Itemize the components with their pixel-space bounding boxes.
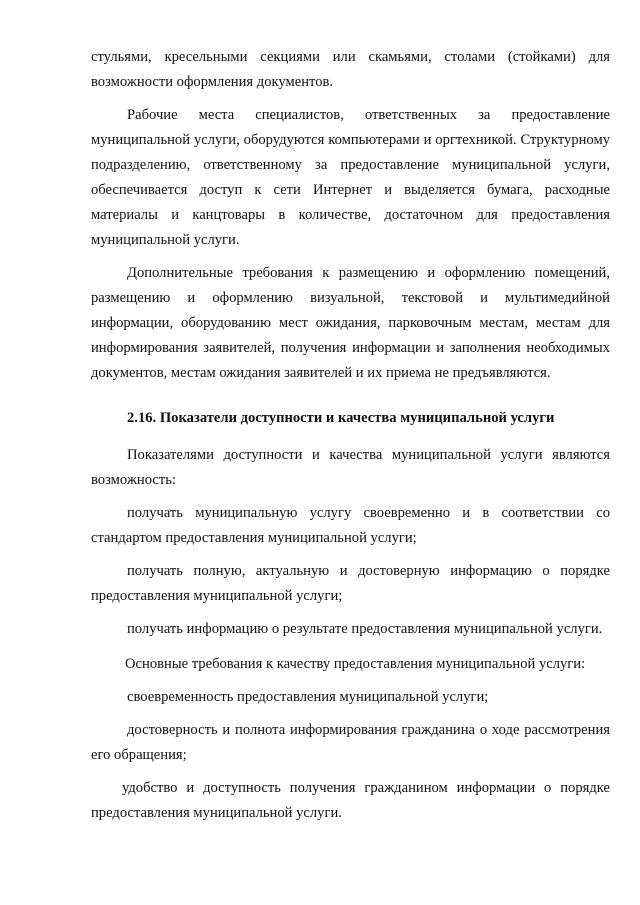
paragraph-quality-requirements: Основные требования к качеству предоставления муниципальной услуги:: [125, 656, 586, 672]
paragraph-receive-result: получать информацию о результате предоставления муниципальной услуги.: [127, 621, 603, 637]
paragraph-continuation: стульями, кресельными секциями или скамьями, столами (стойками) для возможности оформления документов.: [91, 49, 610, 90]
paragraph-receive-information: получать полную, актуальную и достоверную информацию о порядке предоставления муниципальной услуги;: [91, 563, 610, 604]
section-heading: 2.16. Показатели доступности и качества муниципальной услуги: [127, 410, 555, 426]
paragraph-convenience: удобство и доступность получения гражданином информации о порядке предоставления муниципальной услуги.: [91, 780, 610, 821]
paragraph-indicators-intro: Показателями доступности и качества муниципальной услуги являются возможность:: [91, 447, 610, 488]
paragraph-timeliness: своевременность предоставления муниципальной услуги;: [127, 689, 489, 705]
paragraph-reliability: достоверность и полнота информирования гражданина о ходе рассмотрения его обращения;: [91, 722, 610, 763]
paragraph-receive-service: получать муниципальную услугу своевременно и в соответствии со стандартом предоставления муниципальной услуги;: [91, 505, 610, 546]
paragraph-additional-requirements: Дополнительные требования к размещению и оформлению помещений, размещению и оформлению визуальной, текстовой и мультимедийной информации, оборудованию мест ожидания, парковочным местам, местам для информирования заявителей, получения информации и заполнения необходимых документов, местам ожидания заявителей и их приема не предъявляются.: [91, 265, 610, 381]
paragraph-workplaces: Рабочие места специалистов, ответственных за предоставление муниципальной услуги, оборудуются компьютерами и оргтехникой. Структурному подразделению, ответственному за предоставление муниципальной услуги, обеспечивается доступ к сети Интернет и выделяется бумага, расходные материалы и канцтовары в количестве, достаточном для предоставления муниципальной услуги.: [91, 107, 610, 248]
